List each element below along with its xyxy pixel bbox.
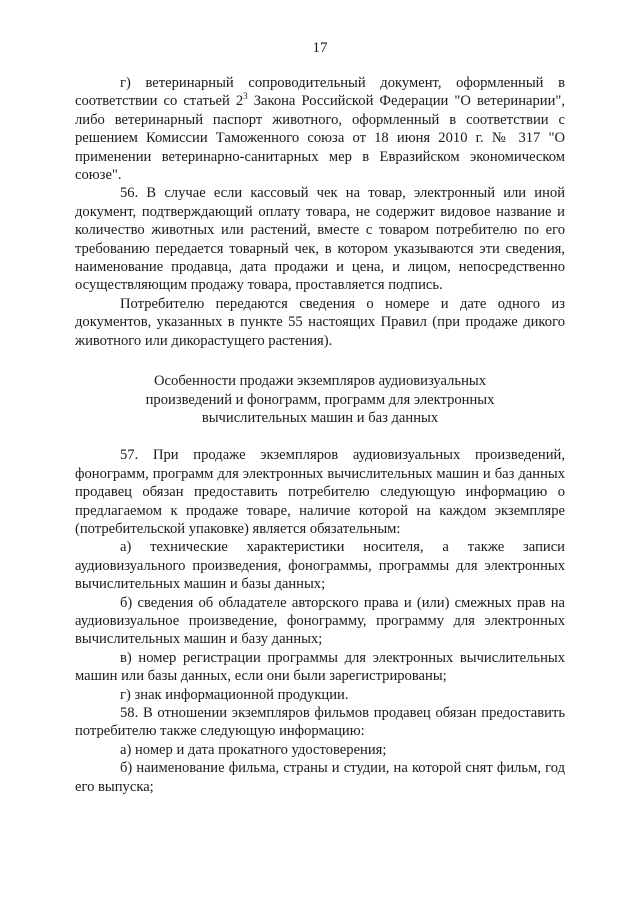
paragraph-57: 57. При продаже экземпляров аудиовизуальных произведений, фонограмм, программ для электронных вычислительных машин и баз данных продавец обязан предоставить потребителю следующую информацию о предлагаемом к продаже товаре, наличие которой на каждом экземпляре (потребительской упаковке) является обязательным:	[75, 447, 565, 537]
paragraph-56: 56. В случае если кассовый чек на товар, электронный или иной документ, подтверждающий оплату товара, не содержит видовое название и количество животных или растений, вместе с товаром потребителю по его требованию передается товарный чек, в котором указываются эти сведения, наименование продавца, дата продажи и цена, и лицом, непосредственно осуществляющим продажу товара, проставляется подпись.	[75, 185, 565, 294]
paragraph-text-part1: г) ветеринарный сопроводительный документ, оформленный в соответствии со статьей 2	[75, 75, 565, 110]
paragraph-57-g: г) знак информационной продукции.	[120, 686, 349, 703]
document-body	[75, 74, 565, 796]
section-heading	[75, 372, 565, 427]
section-heading-line-3: вычислительных машин и баз данных	[201, 409, 439, 426]
page-number: 17	[312, 40, 328, 56]
paragraph-57-v: в) номер регистрации программы для электронных вычислительных машин или базы данных, если они были зарегистрированы;	[75, 649, 565, 685]
superscript-3: 3	[243, 91, 248, 102]
paragraph-58-b: б) наименование фильма, страны и студии, на которой снят фильм, год его выпуска;	[75, 760, 565, 795]
section-heading-line-2: произведений и фонограмм, программ для электронных	[145, 391, 495, 408]
paragraph-g-veterinary	[75, 74, 565, 184]
paragraph-consumer-info: Потребителю передаются сведения о номере и дате одного из документов, указанных в пункте 55 настоящих Правил (при продаже дикого животного или дикорастущего растения).	[75, 295, 565, 349]
paragraph-58: 58. В отношении экземпляров фильмов продавец обязан предоставить потребителю также следующую информацию:	[75, 705, 565, 740]
section-heading-line-1: Особенности продажи экземпляров аудиовизуальных	[154, 373, 486, 390]
paragraph-text-part2: Закона Российской Федерации "О ветеринарии", либо ветеринарный паспорт животного, оформленный в соответствии с решением Комиссии Таможенного союза от 18 июня 2010 г. № 317 "О применении ветеринарно-санитарных мер в Евразийском экономическом союзе".	[75, 93, 565, 184]
paragraph-57-b: б) сведения об обладателе авторского права и (или) смежных прав на аудиовизуальное произведение, фонограмму, программу для электронных вычислительных машин и базу данных;	[75, 594, 565, 648]
paragraph-58-a: а) номер и дата прокатного удостоверения;	[120, 741, 387, 758]
paragraph-57-a: а) технические характеристики носителя, а также записи аудиовизуального произведения, фонограммы, программы для электронных вычислительных машин и базы данных;	[75, 539, 565, 593]
